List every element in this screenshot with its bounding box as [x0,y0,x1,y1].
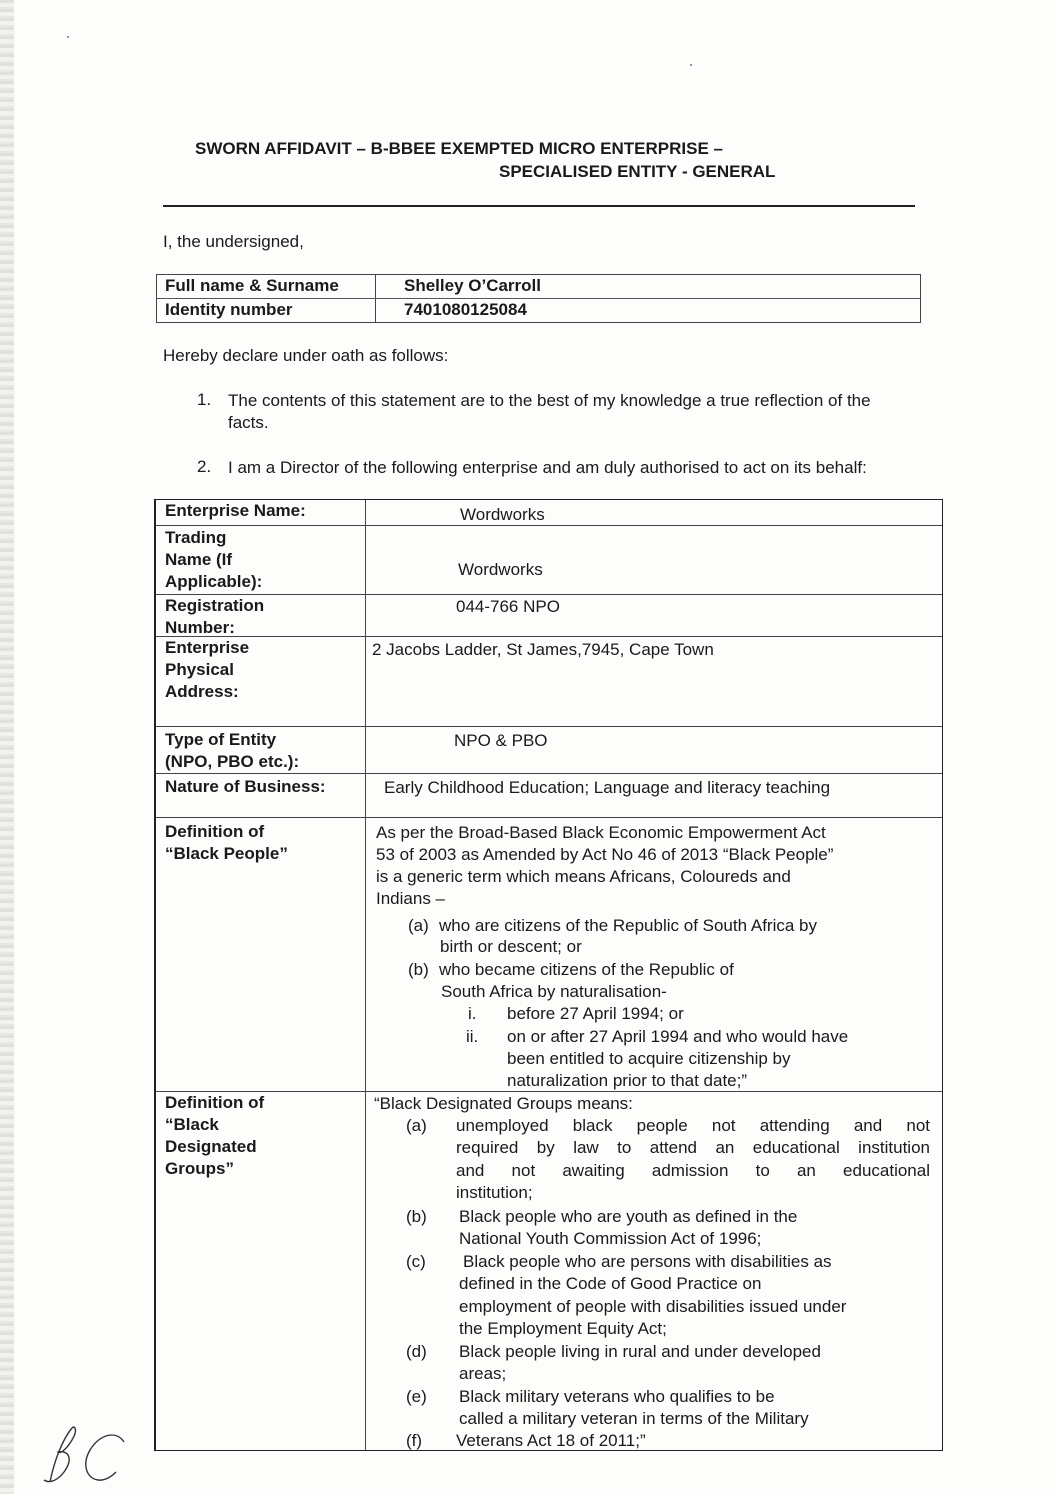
item-text: Black military veterans who qualifies to be [459,1387,775,1406]
item-text: areas; [459,1364,507,1383]
nature-value: Early Childhood Education; Language and literacy teaching [384,778,831,797]
identity-row-id [157,299,920,322]
list-number: 2. [197,457,212,476]
scan-edge [0,0,14,1494]
row-nature-of-business [156,774,942,818]
item-text: Black people who are persons with disabilities as [463,1252,832,1271]
identity-table [156,274,921,323]
row-entity-type [156,727,942,774]
list-text: The contents of this statement are to the best of my knowledge a true reflection of the [228,391,871,410]
item-text: and not awaiting admission to an educational [456,1161,930,1180]
item-marker: (c) [406,1252,426,1271]
item-text: Black people living in rural and under developed [459,1342,821,1361]
item-marker: (a) [406,1116,427,1135]
item-text: the Employment Equity Act; [459,1319,667,1338]
address-value: 2 Jacobs Ladder, St James,7945, Cape Town [372,640,714,659]
item-marker: i. [468,1004,477,1023]
list-number: 1. [197,390,212,409]
registration-value: 044-766 NPO [456,597,560,616]
item-text: Veterans Act 18 of 2011;” [456,1431,646,1450]
item-text: defined in the Code of Good Practice on [459,1274,762,1293]
item-text: who are citizens of the Republic of South Africa by [439,916,817,935]
item-text: Black people who are youth as defined in the [459,1207,798,1226]
item-text: South Africa by naturalisation- [441,982,667,1001]
item-text: on or after 27 April 1994 and who would have [507,1027,849,1046]
address-label: Enterprise Physical Address: [165,638,250,701]
declare-text: Hereby declare under oath as follows: [163,346,449,365]
row-trading-name [156,526,942,595]
item-marker: (b) [406,1207,427,1226]
item-text: required by law to attend an educational institution [456,1138,930,1157]
list-text: I am a Director of the following enterprise and am duly authorised to act on its behalf: [228,458,867,477]
row-enterprise-name [156,500,942,526]
item-text: unemployed black people not attending and not [456,1116,930,1135]
row-designated-groups [156,1092,942,1450]
item-text: called a military veteran in terms of the Military [459,1409,809,1428]
trading-name-label: Trading Name (If Applicable): [165,528,263,591]
item-marker: ii. [466,1027,479,1046]
designated-intro: “Black Designated Groups means: [374,1094,633,1113]
identity-row-name [157,275,920,299]
item-marker: (f) [406,1431,423,1450]
id-label: Identity number [157,299,376,322]
designated-groups-label: Definition of “Black Designated Groups” [165,1093,265,1178]
intro-text: I, the undersigned, [163,232,304,251]
entity-type-value: NPO & PBO [454,731,548,750]
name-value: Shelley O’Carroll [404,276,541,295]
item-text: National Youth Commission Act of 1996; [459,1229,762,1248]
page-title-line-2: SPECIALISED ENTITY - GENERAL [499,162,776,181]
scan-speck [690,64,692,66]
item-text: been entitled to acquire citizenship by [507,1049,791,1068]
enterprise-name-label: Enterprise Name: [165,501,306,520]
enterprise-table [154,499,943,1451]
trading-name-value: Wordworks [458,560,543,579]
item-text: birth or descent; or [440,937,582,956]
nature-label: Nature of Business: [165,777,326,796]
black-people-text: As per the Broad-Based Black Economic Empowerment Act 53 of 2003 as Amended by Act No 46 of 2013 “Black People” is a generic term which means Africans, Coloureds and Indians – [376,823,834,908]
item-marker: (b) [408,960,429,979]
row-address [156,637,942,727]
item-text: employment of people with disabilities issued under [459,1297,847,1316]
name-label: Full name & Surname [157,275,376,298]
item-text: who became citizens of the Republic of [439,960,734,979]
item-marker: (a) [408,916,429,935]
page-title-line-1: SWORN AFFIDAVIT – B-BBEE EXEMPTED MICRO ENTERPRISE – [195,139,723,158]
list-text: facts. [228,413,269,432]
item-marker: (e) [406,1387,427,1406]
item-marker: (d) [406,1342,427,1361]
item-text: institution; [456,1183,533,1202]
registration-label: Registration Number: [165,596,265,637]
enterprise-name-value: Wordworks [460,505,545,524]
scan-speck [67,36,69,38]
id-value: 7401080125084 [404,300,527,319]
item-text: naturalization prior to that date;” [507,1071,748,1090]
black-people-label: Definition of “Black People” [165,822,288,863]
row-black-people [156,818,942,1092]
initials-signature [28,1416,128,1494]
title-divider [163,205,915,207]
row-registration [156,595,942,637]
item-text: before 27 April 1994; or [507,1004,684,1023]
entity-type-label: Type of Entity (NPO, PBO etc.): [165,730,300,771]
